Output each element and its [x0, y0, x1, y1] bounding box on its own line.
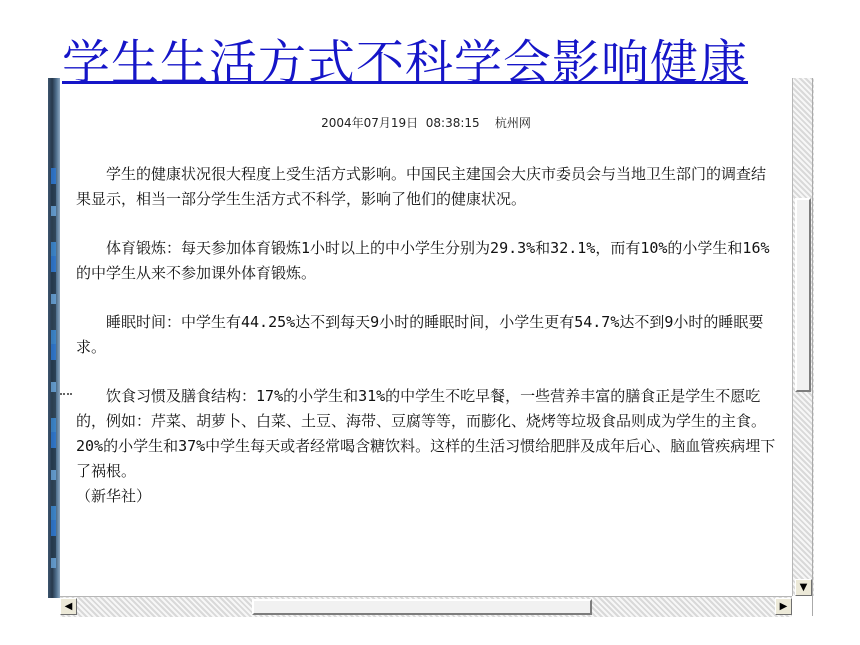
scroll-down-icon: ▼ — [799, 582, 808, 593]
scroll-left-icon: ◀ — [64, 601, 73, 612]
article-date-source: 2004年07月19日 08:38:15 杭州网 — [321, 116, 531, 130]
article-paragraph-2: 体育锻炼：每天参加体育锻炼1小时以上的中小学生分别为29.3%和32.1%，而有10%的小学生和16%的中学生从来不参加课外体育锻炼。 — [76, 239, 770, 282]
horizontal-scrollbar[interactable] — [60, 596, 792, 617]
article-body — [76, 162, 780, 524]
article-paragraph-3: 睡眠时间：中学生有44.25%达不到每天9小时的睡眠时间，小学生更有54.7%达不到9小时的睡眠要求。 — [76, 313, 764, 356]
left-sidebar-strip — [48, 78, 60, 598]
article-source: （新华社） — [76, 487, 152, 505]
vertical-scroll-thumb[interactable] — [795, 198, 811, 392]
vertical-scrollbar[interactable] — [792, 78, 814, 596]
scroll-right-button[interactable] — [775, 598, 792, 615]
page-title: 学生生活方式不科学会影响健康 — [62, 35, 749, 91]
scroll-left-button[interactable] — [60, 598, 77, 615]
horizontal-scroll-thumb[interactable] — [252, 599, 592, 615]
window-right-edge — [812, 78, 813, 616]
article-paragraph-4: 饮食习惯及膳食结构：17%的小学生和31%的中学生不吃早餐，一些营养丰富的膳食正是学生不愿吃的，例如：芹菜、胡萝卜、白菜、土豆、海带、豆腐等等，而膨化、烧烤等垃圾食品则成为学生的主食。20%的小学生和37%中学生每天或者经常喝含糖饮料。这样的生活习惯给肥胖及成年后心、脑血管疾病埋下了祸根。 — [76, 387, 776, 480]
scroll-down-button[interactable] — [795, 579, 812, 596]
article-paragraph-1: 学生的健康状况很大程度上受生活方式影响。中国民主建国会大庆市委员会与当地卫生部门的调查结果显示，相当一部分学生生活方式不科学，影响了他们的健康状况。 — [76, 165, 767, 208]
article-content-area — [60, 78, 792, 596]
scroll-right-icon: ▶ — [779, 601, 788, 612]
dotted-marker — [60, 393, 72, 397]
browser-window — [48, 78, 813, 616]
